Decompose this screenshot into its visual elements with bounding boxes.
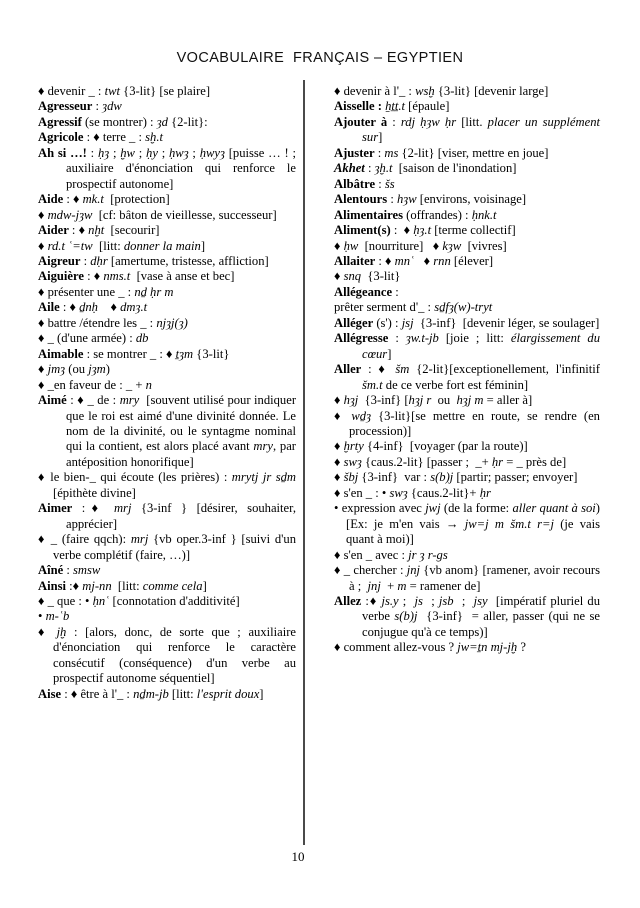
dictionary-paragraph [38,347,296,362]
text-segment: ? [517,640,526,655]
dictionary-paragraph [38,362,296,377]
text-segment: jsb [438,593,454,608]
text-segment: jnj [367,578,381,593]
text-segment: Allégeance [334,284,393,299]
dictionary-paragraph [38,579,296,594]
text-segment: s(b)j [394,609,418,624]
text-segment: mk.t [82,192,104,207]
text-segment: db [135,331,149,346]
text-segment: : ♦ terre _ : [83,130,146,145]
text-segment: ] [259,686,264,701]
text-segment: Allégresse [334,331,389,346]
text-segment: Allaiter [334,253,376,268]
text-segment: jwj [425,501,441,516]
text-segment: Agresseur [38,99,93,114]
dictionary-paragraph [38,208,296,223]
text-segment: ṯȝm [175,346,194,361]
text-segment: ; [109,145,121,160]
text-segment: {vb oper.3-inf } [suivi d'un verbe complétif (faire, …)] [53,532,296,562]
text-segment: [amertume, tristesse, affliction] [107,253,269,268]
text-segment: ou [431,393,457,408]
text-segment: mrytj jr sḏm [231,470,296,485]
dictionary-paragraph [38,316,296,331]
dictionary-paragraph [334,269,600,284]
text-segment: ms [384,145,399,160]
dictionary-paragraph [38,115,296,130]
text-segment: ] [200,238,206,253]
text-segment: Ajuster [334,145,375,160]
text-segment: ḥr [491,454,504,469]
text-segment: ḥwȝ [169,145,189,160]
text-segment: : [alors, donc, de sorte que ; auxiliaire d'énonciation qui renforce le caractère consécutif (conséquence) d'un verbe au prospectif autonome séquentiel] [53,624,296,686]
dictionary-paragraph [38,254,296,269]
text-segment: Aisselle : [334,99,382,114]
dictionary-paragraph [334,99,600,114]
dictionary-paragraph [38,223,296,238]
text-segment: ḥw [343,238,359,253]
dictionary-paragraph [334,239,600,254]
text-segment: [connotation d'additivité] [109,593,240,608]
text-segment: ♦ [334,393,344,408]
text-segment: hȝj r [408,393,432,408]
dictionary-paragraph [38,239,296,254]
dictionary-paragraph [334,563,600,594]
text-segment: (offrandes) : [403,207,472,222]
text-segment: ♦ [38,207,48,222]
dictionary-paragraph [334,208,600,223]
text-segment: : [364,161,375,176]
dictionary-paragraph [38,470,296,501]
text-segment: ♦ _ que : • [38,593,93,608]
text-segment: ḥȝ [97,145,110,160]
text-segment: šm [395,362,410,377]
text-segment: ♦ [334,408,352,423]
dictionary-paragraph [334,331,600,362]
text-segment: Aigreur [38,253,81,268]
text-segment: ♦ [334,470,344,485]
dictionary-paragraph [38,84,296,99]
text-segment: ♦ s'en _ : • [334,485,390,500]
text-segment: Agricole [38,130,84,145]
text-segment: Alimentaires [334,207,404,222]
text-segment: ♦ [334,439,344,454]
text-segment: : ♦ [390,223,414,238]
text-segment: ḥȝ.t [413,223,432,238]
text-segment: [cf: bâton de vieillesse, successeur] [92,207,277,222]
dictionary-paragraph [334,439,600,454]
text-segment: [litt: [168,686,197,701]
dictionary-paragraph [334,223,600,238]
dictionary-paragraph [334,254,600,269]
text-segment: Aise [38,686,62,701]
text-segment: n [145,377,152,392]
text-segment: Aimer [38,501,73,516]
dictionary-paragraph [334,409,600,440]
text-segment: : ♦ [59,300,80,315]
text-segment: [puisse … ! ; auxiliaire d'énonciation qui renforce le prospectif autonome] [66,145,297,191]
text-segment: ♦ _en faveur de : _ + [38,377,146,392]
text-segment: , par antéposition honorifique] [66,439,296,469]
text-segment: (s') : [373,315,402,330]
text-segment: = aller à] [483,393,533,408]
text-segment: : ♦ [361,362,396,377]
left-column [38,84,296,702]
text-segment: ♦ [414,253,434,268]
text-segment: ḥwyȝ [199,145,225,160]
text-segment: jmȝ [47,362,66,377]
dictionary-paragraph [334,84,600,99]
text-segment: prêter serment d'_ : [334,300,435,315]
text-segment: : [80,253,91,268]
text-segment: šbj [343,470,359,485]
text-segment: ḥnʿ [92,593,110,608]
text-segment: ♦ [334,454,344,469]
text-segment: Allez [334,593,362,608]
text-segment: [environs, voisinage] [416,192,527,207]
text-segment: ḥy [146,145,158,160]
dictionary-paragraph [334,455,600,470]
dictionary-paragraph [38,594,296,609]
text-segment: {3-lit} [devenir large] [434,84,549,98]
text-segment: [secourir] [104,223,160,238]
text-segment: (se montrer) : [81,114,157,129]
text-segment: mdw-jȝw [47,207,93,222]
text-segment: ♦ battre /étendre les _ : [38,315,157,330]
dictionary-paragraph [334,316,600,331]
text-segment: ȝḫ.t [374,161,393,176]
text-segment: [joie ; litt: [438,331,511,346]
text-segment: : [86,145,98,160]
text-segment: (de la forme: [440,501,513,516]
text-segment: comme cela [142,578,203,593]
text-segment: mry [119,393,140,408]
text-segment: Albâtre [334,176,376,191]
text-segment: • [38,609,46,624]
dictionary-paragraph [38,146,296,192]
text-segment: jsj [401,315,414,330]
text-segment: swȝ [389,485,408,500]
text-segment: sḏfȝ(w)-tryt [434,300,493,315]
text-segment: šm.t [362,377,383,392]
text-segment: js.y [381,593,399,608]
dictionary-paragraph [38,300,296,315]
text-segment: [partir; passer; envoyer] [453,470,578,485]
dictionary-paragraph [334,285,600,300]
text-segment: Aîné [38,563,64,578]
dictionary-paragraph [334,300,600,315]
text-segment: [nourriture] ♦ [358,238,443,253]
text-segment: ♦ _ (d'une armée) : [38,331,136,346]
text-segment: [épaule] [405,99,450,114]
text-segment: ♦ devenir _ : [38,84,105,98]
dictionary-paragraph [334,115,600,146]
text-segment: ȝd [156,114,168,129]
text-segment: ♦ [97,300,121,315]
text-segment: mj-nn [82,578,112,593]
text-segment: {3-inf} [devenir léger, se soulager] [413,315,600,330]
text-segment: mrj [130,532,149,547]
text-segment: rnn [433,253,451,268]
text-segment: :♦ [66,578,83,593]
text-segment: [saison de l'inondation] [392,161,517,176]
text-segment: : ♦ [63,192,83,207]
text-segment: élargissement du cœur [362,331,600,361]
text-segment: : [375,176,385,191]
text-segment: ♦ devenir à l'_ : [334,84,416,98]
text-segment: ) [105,362,110,377]
text-segment: {3-lit} [193,346,230,361]
text-segment: ♦ [38,238,48,253]
text-segment: + [380,578,398,593]
text-segment: jsy [473,593,488,608]
text-segment: : [63,563,73,578]
dictionary-paragraph [38,99,296,114]
text-segment: (je vais quant à moi)] [346,516,600,547]
text-segment: [vivres] [461,238,507,253]
right-column [334,84,600,656]
dictionary-paragraph [334,486,600,501]
text-segment: m [397,578,407,593]
text-segment: jw=j m šm.t r=j [464,516,554,531]
text-segment: aller quant à soi [512,501,596,516]
text-segment: ] [387,346,392,361]
text-segment: : ♦ _ de : [66,393,120,408]
text-segment: : [387,192,397,207]
text-segment: = ramener de] [406,578,481,593]
text-segment: snq [343,269,362,284]
text-segment: ♦ _ (faire qqch): [38,532,131,547]
text-segment: njȝj(ȝ) [156,315,188,330]
text-segment: ḫw [120,145,135,160]
text-segment: rdj ḥȝw ḥr [400,114,457,129]
text-segment: [litt: [111,578,143,593]
text-segment: nḫt [88,223,105,238]
text-segment: ḥnk.t [471,207,497,222]
text-segment: ḥr [479,485,491,500]
text-segment: mry [253,439,274,454]
text-segment: {4-inf} [voyager (par la route)] [363,439,528,454]
text-segment: Agressif [38,114,82,129]
text-segment: ♦ présenter une _ : [38,284,135,299]
text-segment: {3-lit}[se mettre en route, se rendre (en procession)] [349,408,600,438]
text-segment: {2-lit} [viser, mettre en joue] [398,145,549,160]
text-segment: ♦ [38,362,48,377]
text-segment: [terme collectif] [431,223,516,238]
text-segment: ♦ le bien-_ qui écoute (les prières) : [38,470,232,485]
text-segment: [impératif pluriel du verbe [362,593,600,624]
text-segment: ♦ comment allez-vous ? [334,640,458,655]
text-segment: Aller [334,362,362,377]
text-segment: mrj [113,501,132,516]
text-segment: Ainsi [38,578,66,593]
text-segment: ; [188,145,200,160]
text-segment: : ♦ être à l'_ : [61,686,134,701]
text-segment: hȝw [396,192,417,207]
dictionary-paragraph [38,687,296,702]
text-segment: [élever] [450,253,494,268]
dictionary-paragraph [38,130,296,145]
text-segment: : [374,145,385,160]
text-segment: ; [422,593,439,608]
text-segment: jȝm [88,362,106,377]
dictionary-paragraph [334,146,600,161]
text-segment: ; [453,593,474,608]
text-segment: [vase à anse et bec] [130,269,235,284]
text-segment: ♦ [334,238,344,253]
text-segment: {vb anom} [ramener, avoir recours à ; [349,563,601,593]
text-segment: Aliment(s) [334,223,391,238]
text-segment: [souvent utilisé pour indiquer que le roi est aimé d'une divinité donnée. Le nom de la divinité, ou le syntagme nominal qui la contient, est alors placé avant [66,393,297,454]
text-segment: Aimable [38,346,84,361]
text-segment: hȝj [343,393,359,408]
text-segment: ♦ [334,269,344,284]
text-segment: dḥr [90,253,108,268]
text-segment: : se montrer _ : ♦ [83,346,176,361]
text-segment: {3-lit} [361,269,401,284]
text-segment: • expression avec [334,501,426,516]
dictionary-paragraph [334,192,600,207]
text-segment: Aile [38,300,60,315]
text-segment: ; [398,593,415,608]
dictionary-paragraph [38,532,296,563]
text-segment: [litt: [92,238,124,253]
text-segment: : ♦ [375,253,395,268]
text-segment: :♦ [72,501,114,516]
text-segment: ḫrty [343,439,364,454]
text-segment: ) [Ex: je m'en vais → [346,501,600,531]
text-segment: ẖṯṯ.t [385,99,406,114]
text-segment: :♦ [361,593,382,608]
dictionary-paragraph [38,501,296,532]
text-segment: šs [384,176,395,191]
text-segment: Ah si …! [38,145,87,160]
dictionary-paragraph [334,548,600,563]
text-segment: ; [157,145,169,160]
text-segment: jḫ [56,624,67,639]
text-segment: {2-lit}: [167,114,208,129]
text-segment: : [388,331,406,346]
dictionary-paragraph [334,470,600,485]
text-segment: {caus.2-lit}+ [407,485,480,500]
text-segment: nms.t [103,269,131,284]
text-segment: ȝdw [102,99,122,114]
text-segment: ♦ [38,624,57,639]
text-segment: mnʿ [394,253,415,268]
text-segment: Aiguière [38,269,84,284]
text-segment: Aide [38,192,64,207]
dictionary-paragraph [334,640,600,655]
dictionary-paragraph [38,609,296,624]
text-segment: {3-inf} = aller, passer (qui ne se conjugue qu'à ce temps)] [362,609,600,639]
text-segment: ♦ s'en _ avec : [334,547,409,562]
text-segment: placer un supplément sur [362,114,600,145]
text-segment: hȝj m [456,393,484,408]
text-segment: : ♦ [83,269,104,284]
text-segment: Aider [38,223,69,238]
text-segment: m-ʿb [45,609,70,624]
text-segment: jr ȝ r-gs [408,547,448,562]
text-segment: ȝw.t-jb [405,331,439,346]
page-title: VOCABULAIRE FRANÇAIS – EGYPTIEN [176,50,464,66]
text-segment: [protection] [103,192,170,207]
text-segment: rd.t ʿ=tw [47,238,93,253]
text-segment: jnj [406,563,421,578]
text-segment: ḏnḥ [79,300,98,315]
text-segment: {caus.2-lit} [passer ; _+ [361,454,492,469]
text-segment: ; [134,145,147,160]
dictionary-paragraph [334,161,600,176]
text-segment: Alléger [334,315,374,330]
text-segment: ♦ _ chercher : [334,563,407,578]
dictionary-paragraph [334,501,600,547]
dictionary-paragraph [38,393,296,470]
text-segment: (ou [65,362,89,377]
text-segment: Aimé [38,393,67,408]
text-segment: swȝ [343,454,362,469]
text-segment: : [92,99,103,114]
text-segment: l'esprit doux [196,686,260,701]
dictionary-paragraph [38,378,296,393]
text-segment: {3-inf} [ [358,393,409,408]
text-segment: de ce verbe fort est féminin] [382,377,529,392]
text-segment: Ajouter à [334,114,388,129]
text-segment: jw=ṯn mj-jḫ [457,640,518,655]
text-segment: s(b)j [430,470,454,485]
dictionary-paragraph [38,331,296,346]
text-segment: [épithète divine] [53,485,136,500]
text-segment: : ♦ [68,223,89,238]
dictionary-paragraph [334,177,600,192]
dictionary-paragraph [38,269,296,284]
text-segment: = _ près de] [503,454,567,469]
text-segment: {3-inf} var : [358,470,431,485]
text-segment: smsw [72,563,101,578]
text-segment: Alentours [334,192,388,207]
text-segment: js [414,593,423,608]
dictionary-paragraph [334,362,600,393]
text-segment: {3-lit} [se plaire] [120,84,211,98]
text-segment: ] [378,130,383,145]
text-segment: ] [202,578,207,593]
page-number: 10 [291,849,305,864]
text-segment: sḫ.t [145,130,164,145]
text-segment: wḏȝ [351,408,372,423]
text-segment: {2-lit}[exceptionellement, l'infinitif [409,362,601,377]
text-segment: kȝw [442,238,462,253]
text-segment: wsḫ [415,84,435,98]
text-segment: dmȝ.t [120,300,148,315]
text-segment: donner la main [123,238,201,253]
dictionary-paragraph [38,192,296,207]
text-segment: nḏm-jb [133,686,169,701]
text-segment: : [392,284,399,299]
text-segment: nḏ ḥr m [134,284,174,299]
column-divider [303,80,305,845]
dictionary-paragraph [38,625,296,687]
dictionary-paragraph [334,393,600,408]
text-segment: twt [104,84,120,98]
text-segment: [litt. [456,114,488,129]
text-segment: {3-inf } [désirer, souhaiter, apprécier] [66,501,296,531]
dictionary-paragraph [38,563,296,578]
text-segment: : [387,114,401,129]
dictionary-paragraph [334,594,600,640]
text-segment: Akhet [334,161,365,176]
dictionary-paragraph [38,285,296,300]
